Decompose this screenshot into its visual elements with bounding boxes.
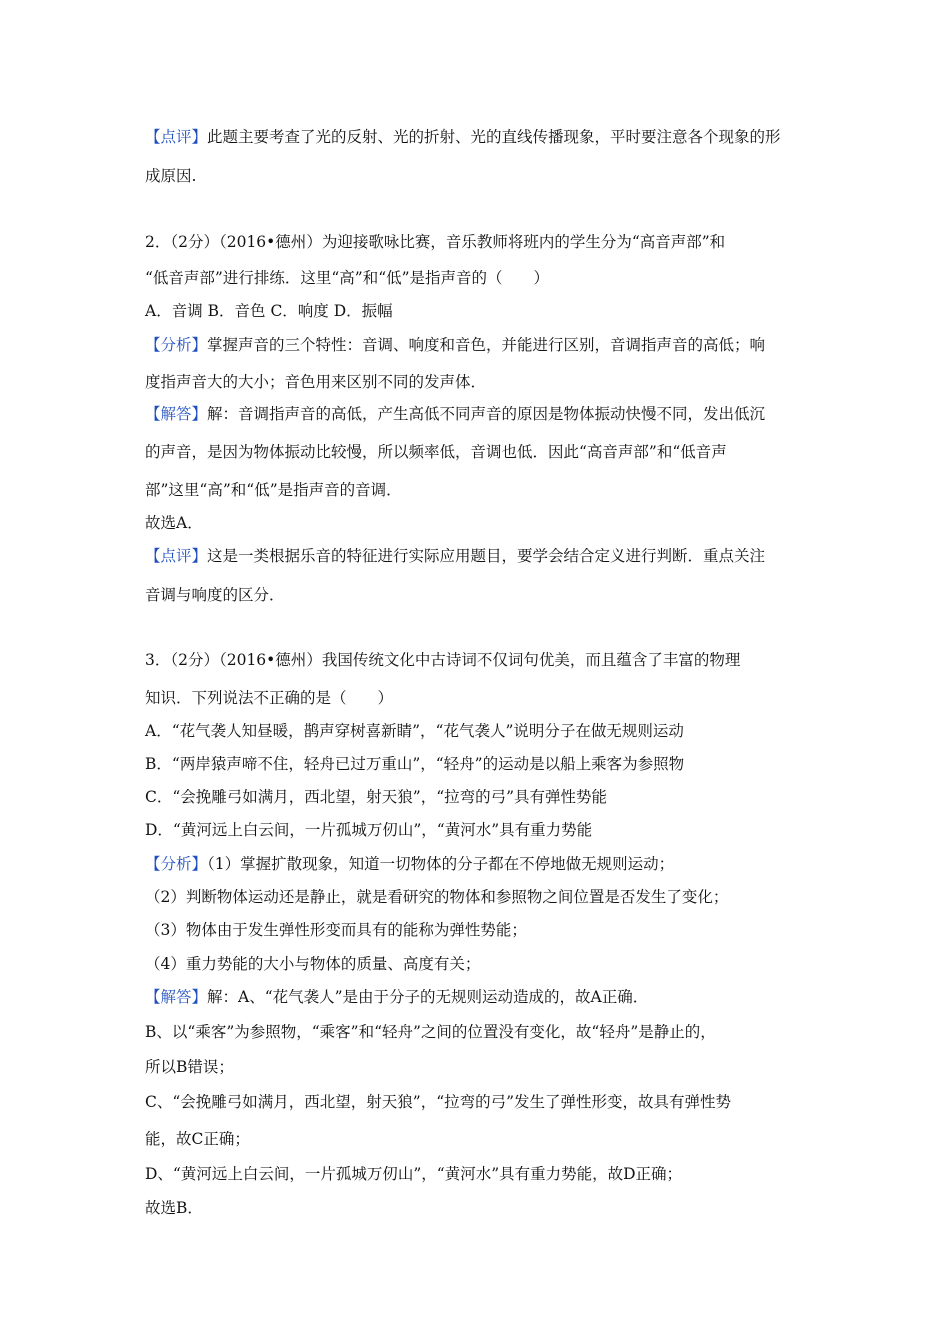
- q3-answer-line-6: D、“黄河远上白云间，一片孤城万仞山”，“黄河水”具有重力势能，故D正确；: [145, 1165, 683, 1183]
- q2-analysis-line-2: 度指声音大的大小；音色用来区别不同的发声体．: [145, 373, 487, 391]
- q3-option-b: B．“两岸猿声啼不住，轻舟已过万重山”，“轻舟”的运动是以船上乘客为参照物: [145, 755, 685, 773]
- review-tag: 【点评】: [145, 128, 208, 146]
- q2-answer-line-1: 【解答】解：音调指声音的高低，产生高低不同声音的原因是物体振动快慢不同，发出低沉: [145, 405, 766, 423]
- q3-option-c: C．“会挽雕弓如满月，西北望，射天狼”，“拉弯的弓”具有弹性势能: [145, 788, 608, 806]
- q3-answer-line-7: 故选B．: [145, 1199, 203, 1217]
- q2-options: A．音调 B．音色 C．响度 D．振幅: [145, 302, 393, 320]
- q2-review-line-1: 【点评】这是一类根据乐音的特征进行实际应用题目，要学会结合定义进行判断．重点关注: [145, 547, 766, 565]
- q3-analysis-line-2: （2）判断物体运动还是静止，就是看研究的物体和参照物之间位置是否发生了变化；: [145, 888, 729, 906]
- prev-review-line-2: 成原因.: [145, 167, 197, 185]
- analysis-tag: 【分析】: [145, 855, 208, 873]
- q2-answer-line-3: 部”这里“高”和“低”是指声音的音调．: [145, 481, 402, 499]
- q2-answer-line-4: 故选A．: [145, 514, 203, 532]
- q3-option-d: D．“黄河远上白云间，一片孤城万仞山”，“黄河水”具有重力势能: [145, 821, 593, 839]
- q3-answer-line-3: 所以B错误；: [145, 1058, 234, 1076]
- review-tag: 【点评】: [145, 547, 208, 565]
- q3-analysis-line-3: （3）物体由于发生弹性形变而具有的能称为弹性势能；: [145, 921, 527, 939]
- q3-analysis-line-4: （4）重力势能的大小与物体的质量、高度有关；: [145, 955, 481, 973]
- q3-answer-line-4: C、“会挽雕弓如满月，西北望，射天狼”，“拉弯的弓”发生了弹性形变，故具有弹性势: [145, 1093, 732, 1111]
- q3-option-a: A．“花气袭人知昼暖，鹊声穿树喜新睛”，“花气袭人”说明分子在做无规则运动: [145, 722, 684, 740]
- analysis-tag: 【分析】: [145, 336, 208, 354]
- answer-tag: 【解答】: [145, 405, 208, 423]
- q2-stem-line-1: 2．（2分）（2016•德州）为迎接歌咏比赛，音乐教师将班内的学生分为“高音声部”和: [145, 233, 726, 251]
- answer-tag: 【解答】: [145, 988, 208, 1006]
- q3-answer-line-2: B、以“乘客”为参照物，“乘客”和“轻舟”之间的位置没有变化，故“轻舟”是静止的，: [145, 1023, 716, 1041]
- q2-answer-line-2: 的声音，是因为物体振动比较慢，所以频率低，音调也低．因此“高音声部”和“低音声: [145, 443, 727, 461]
- q3-stem-line-2: 知识．下列说法不正确的是（ ）: [145, 689, 394, 707]
- q2-stem-line-2: “低音声部”进行排练．这里“高”和“低”是指声音的（ ）: [145, 269, 550, 287]
- q2-analysis-line-1: 【分析】掌握声音的三个特性：音调、响度和音色，并能进行区别，音调指声音的高低；响: [145, 336, 766, 354]
- q2-review-line-2: 音调与响度的区分．: [145, 586, 285, 604]
- q3-answer-line-5: 能，故C正确；: [145, 1130, 250, 1148]
- q3-analysis-line-1: 【分析】（1）掌握扩散现象，知道一切物体的分子都在不停地做无规则运动；: [145, 855, 675, 873]
- q3-stem-line-1: 3．（2分）（2016•德州）我国传统文化中古诗词不仅词句优美，而且蕴含了丰富的物理: [145, 651, 741, 669]
- prev-review-line-1: 【点评】此题主要考查了光的反射、光的折射、光的直线传播现象，平时要注意各个现象的形: [145, 128, 781, 146]
- q3-answer-line-1: 【解答】解：A、“花气袭人”是由于分子的无规则运动造成的，故A正确．: [145, 988, 649, 1006]
